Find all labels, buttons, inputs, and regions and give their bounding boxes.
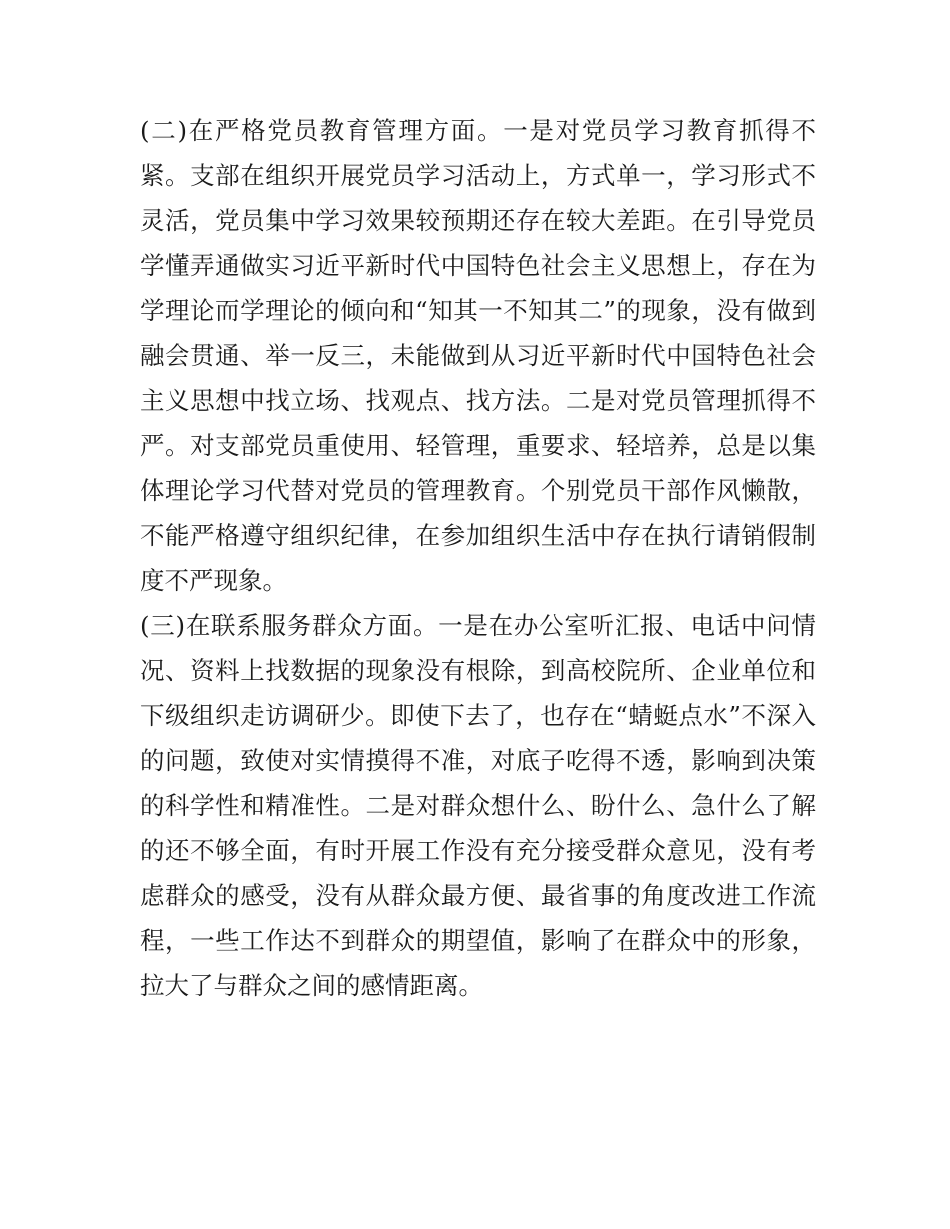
- text-line: 的问题，致使对实情摸得不准，对底子吃得不透，影响到决策: [140, 746, 816, 775]
- text-line: (三)在联系服务群众方面。一是在办公室听汇报、电话中问情: [140, 611, 816, 640]
- text-line: 虑群众的感受，没有从群众最方便、最省事的角度改进工作流: [140, 881, 816, 910]
- paragraph-section-3: [140, 603, 816, 1008]
- text-line: 严。对支部党员重使用、轻管理，重要求、轻培养，总是以集: [140, 431, 816, 460]
- text-line: 学懂弄通做实习近平新时代中国特色社会主义思想上，存在为: [140, 251, 816, 280]
- text-line: 主义思想中找立场、找观点、找方法。二是对党员管理抓得不: [140, 386, 816, 415]
- text-line: (二)在严格党员教育管理方面。一是对党员学习教育抓得不: [140, 116, 816, 145]
- text-line: 的还不够全面，有时开展工作没有充分接受群众意见，没有考: [140, 836, 816, 865]
- text-line: 况、资料上找数据的现象没有根除，到高校院所、企业单位和: [140, 656, 816, 685]
- text-line: 不能严格遵守组织纪律，在参加组织生活中存在执行请销假制: [140, 521, 816, 550]
- text-line: 程，一些工作达不到群众的期望值，影响了在群众中的形象，: [140, 926, 816, 955]
- text-line: 的科学性和精准性。二是对群众想什么、盼什么、急什么了解: [140, 791, 816, 820]
- text-line: 灵活，党员集中学习效果较预期还存在较大差距。在引导党员: [140, 206, 816, 235]
- text-line: 紧。支部在组织开展党员学习活动上，方式单一，学习形式不: [140, 161, 816, 190]
- text-line: 下级组织走访调研少。即使下去了，也存在“蜻蜓点水”不深入: [140, 701, 816, 730]
- text-line: 拉大了与群众之间的感情距离。: [140, 971, 483, 1000]
- text-line: 体理论学习代替对党员的管理教育。个别党员干部作风懒散，: [140, 476, 816, 505]
- document-body: [140, 108, 816, 1008]
- text-line: 度不严现象。: [140, 566, 287, 595]
- text-line: 学理论而学理论的倾向和“知其一不知其二”的现象，没有做到: [140, 296, 816, 325]
- text-line: 融会贯通、举一反三，未能做到从习近平新时代中国特色社会: [140, 341, 816, 370]
- paragraph-section-2: [140, 108, 816, 603]
